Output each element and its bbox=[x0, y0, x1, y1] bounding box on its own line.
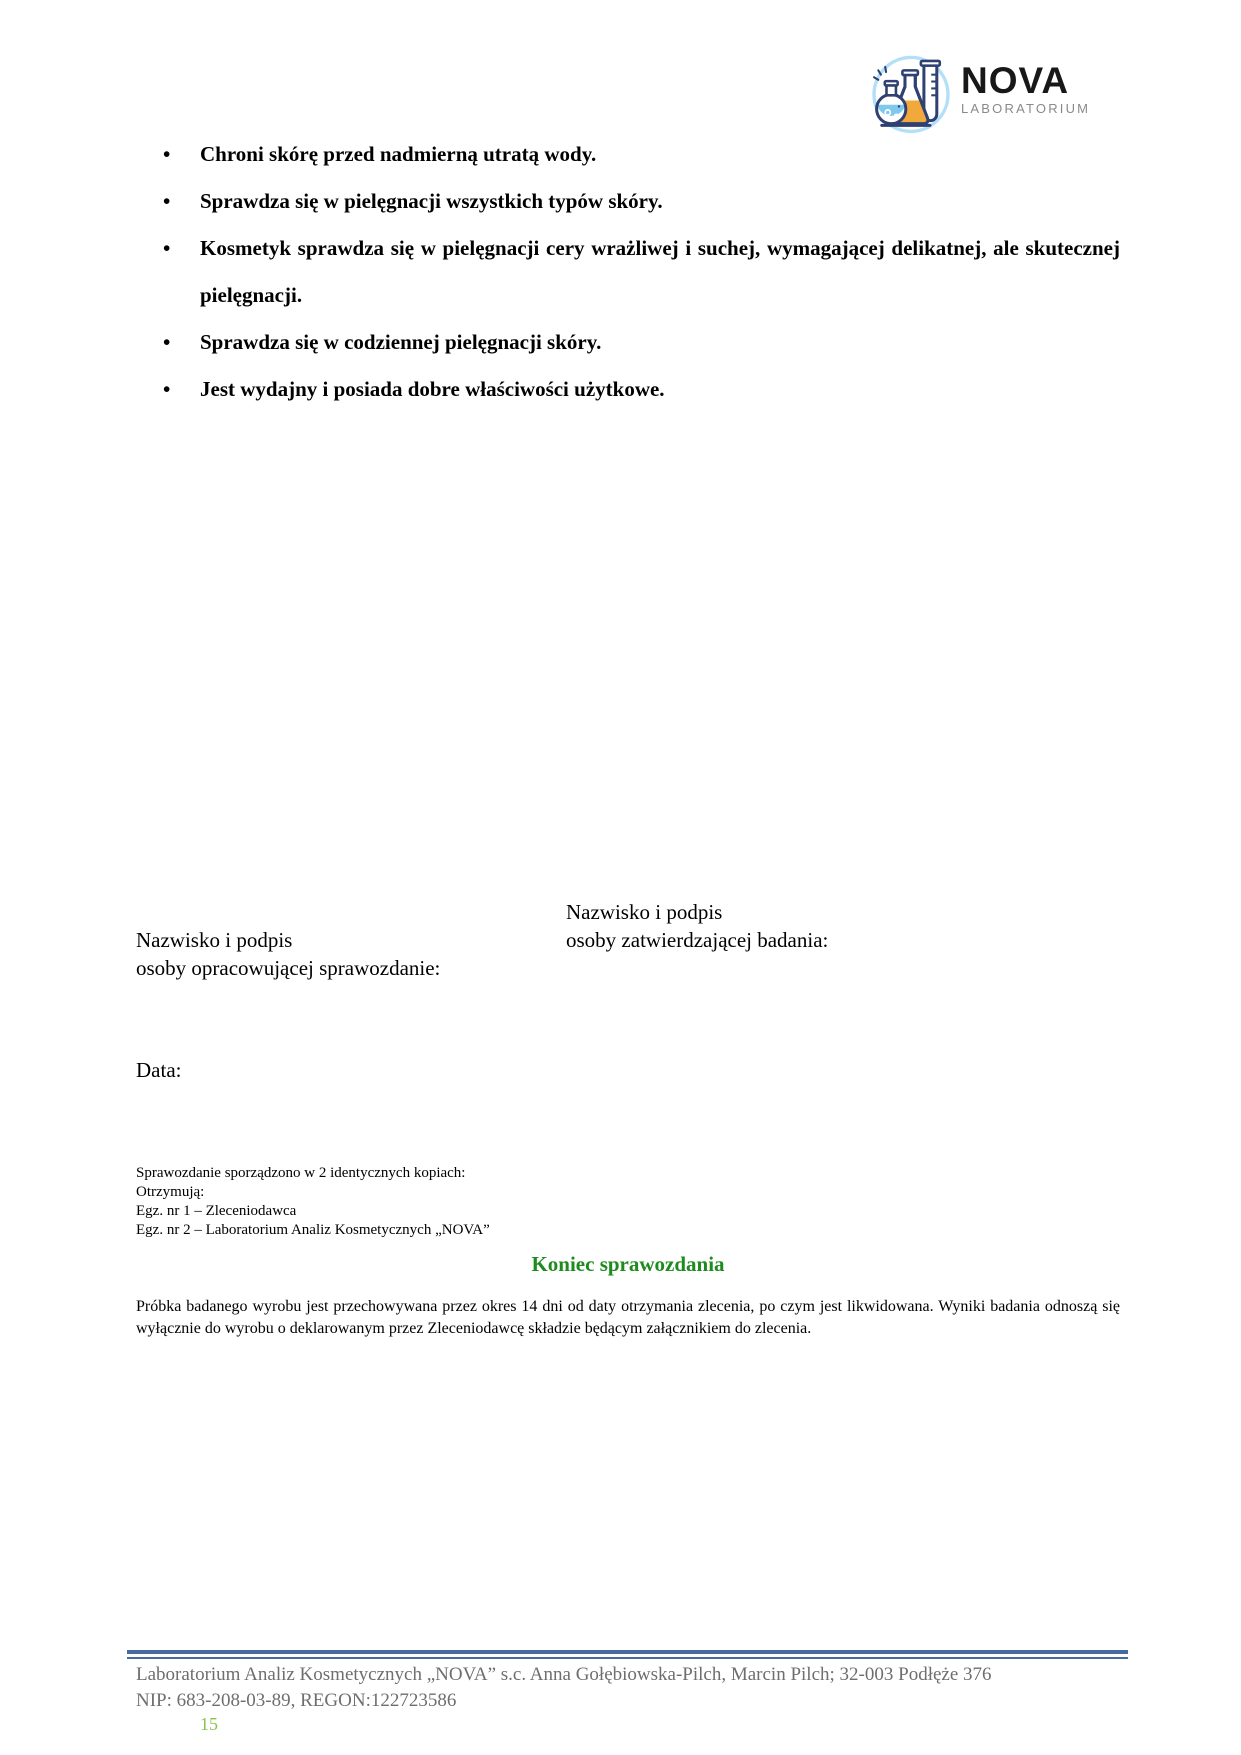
page-number: 15 bbox=[200, 1714, 218, 1734]
copies-line: Egz. nr 1 – Zleceniodawca bbox=[136, 1203, 297, 1219]
footer-text bbox=[136, 1662, 1136, 1714]
signature-left-label bbox=[136, 926, 440, 982]
date-label: Data: bbox=[136, 1058, 182, 1082]
logo-title: NOVA bbox=[961, 60, 1070, 101]
signature-right-line1: Nazwisko i podpis bbox=[566, 900, 723, 924]
signature-right-line2: osoby zatwierdzającej badania: bbox=[566, 928, 829, 952]
signature-right-label bbox=[566, 898, 828, 954]
copies-info bbox=[136, 1164, 490, 1240]
footer-nip: NIP: 683-208-03-89, REGON:122723586 bbox=[136, 1690, 457, 1711]
end-of-report-heading: Koniec sprawozdania bbox=[531, 1252, 725, 1276]
benefits-list bbox=[136, 131, 1120, 413]
list-item: • Sprawdza się w pielęgnacji wszystkich typów skóry. bbox=[136, 178, 1120, 225]
logo-subtitle: LABORATORIUM bbox=[961, 101, 1091, 116]
footer-address: Laboratorium Analiz Kosmetycznych „NOVA” s.c. Anna Gołębiowska-Pilch, Marcin Pilch; 32-003 Podłęże 376 bbox=[136, 1664, 992, 1685]
copies-line: Sprawozdanie sporządzono w 2 identycznych kopiach: bbox=[136, 1165, 466, 1181]
list-item: • Chroni skórę przed nadmierną utratą wody. bbox=[136, 131, 1120, 178]
signature-left-line1: Nazwisko i podpis bbox=[136, 928, 293, 952]
closing-paragraph: Próbka badanego wyrobu jest przechowywana przez okres 14 dni od daty otrzymania zlecenia, po czym jest likwidowana. Wyniki badania odnoszą się wyłącznie do wyrobu o deklarowanym przez Zleceniodawcę składzie będącym załącznikiem do zlecenia. bbox=[136, 1298, 1120, 1337]
copies-line: Otrzymują: bbox=[136, 1184, 205, 1200]
list-item: • Kosmetyk sprawdza się w pielęgnacji cery wrażliwej i suchej, wymagającej delikatnej, ale skutecznej pielęgnacji. bbox=[136, 225, 1120, 319]
signature-left-line2: osoby opracowującej sprawozdanie: bbox=[136, 956, 441, 980]
list-item: • Sprawdza się w codziennej pielęgnacji skóry. bbox=[136, 319, 1120, 366]
lab-flasks-icon bbox=[868, 48, 954, 134]
list-item: • Jest wydajny i posiada dobre właściwości użytkowe. bbox=[136, 366, 1120, 413]
nova-logo bbox=[868, 48, 1090, 134]
copies-line: Egz. nr 2 – Laboratorium Analiz Kosmetycznych „NOVA” bbox=[136, 1222, 490, 1238]
footer-rule bbox=[127, 1650, 1128, 1659]
logo-text bbox=[961, 48, 1090, 115]
